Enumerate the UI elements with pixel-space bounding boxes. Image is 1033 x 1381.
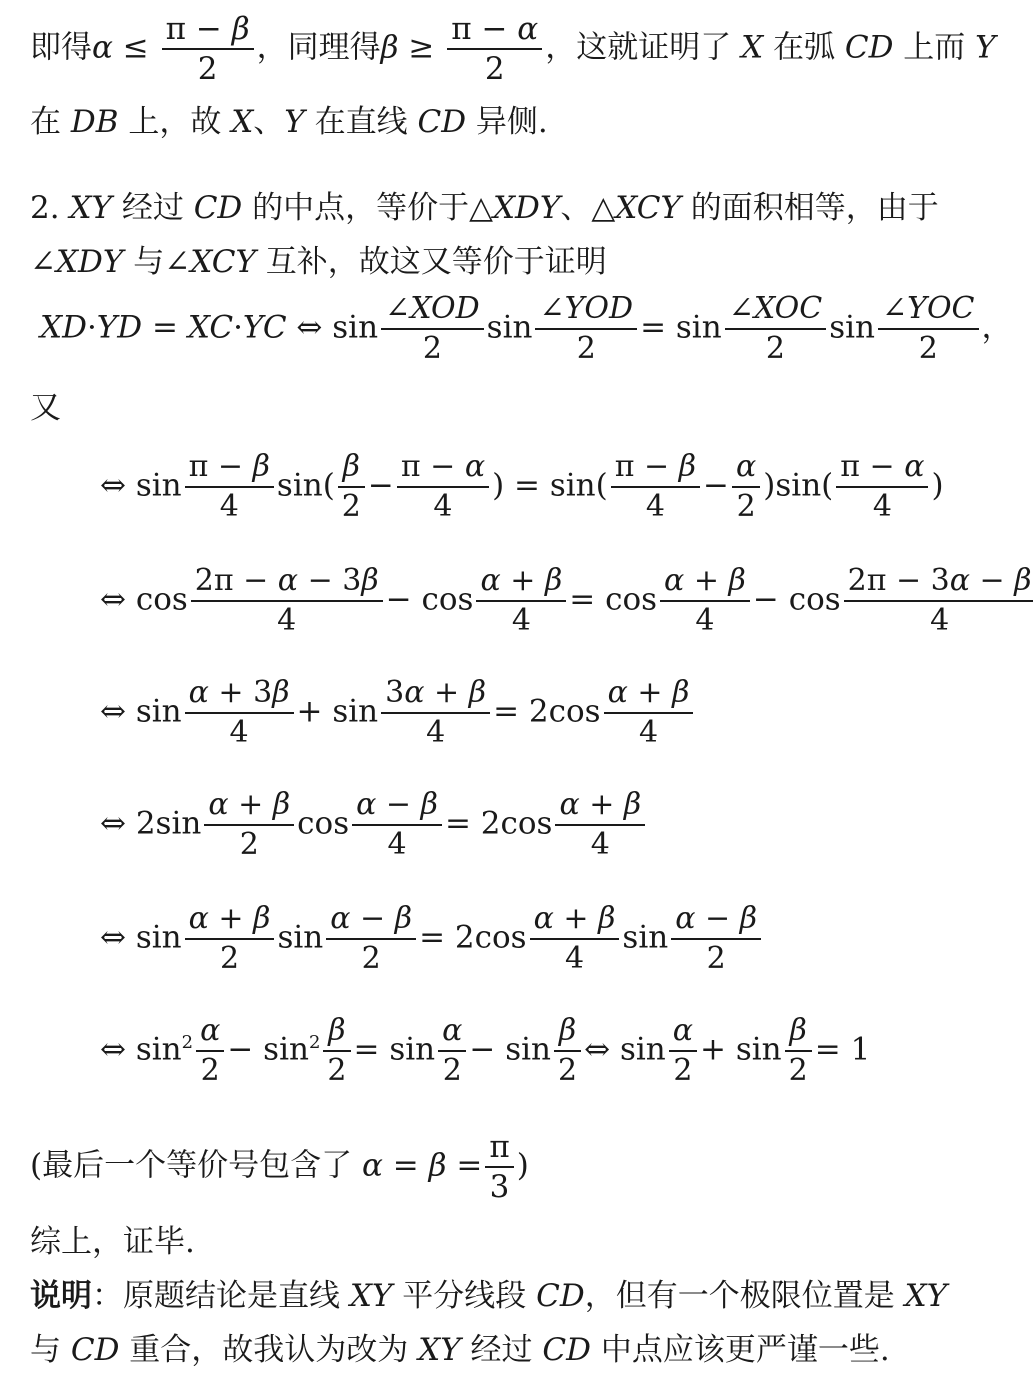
remark-label: 说明 <box>30 1278 92 1314</box>
equation-2: ⇔ cos $\frac{2\pi - \alpha - 3\beta}{4}$ − cos $\frac{\alpha + \beta}{4}$ = cos $\frac{\alpha + \beta}{4}$ − cos $\frac{2\pi - 3\alpha - \beta}{4}$ <box>100 562 1033 640</box>
word-you: 又 <box>30 390 61 426</box>
equation-0: XD·YD = XC·YC ⇔ sin $\frac{\text{∠XOD}}{2}$ sin $\frac{\text{∠YOD}}{2}$ = sin $\frac{\text{∠XOC}}{2}$ sin $\frac{\text{∠YOC}}{2}$ ， <box>40 291 1013 366</box>
paragraph-1-line-1: 即得α ≤ $\frac{\pi - \beta}{2}$ ，同理得β ≥ $\frac{\pi - \alpha}{2}$ ，这就证明了 X 在弧 CD 上而 Y <box>30 11 996 87</box>
remark-line-1: 说明：原题结论是直线 XY 平分线段 CD，但有一个极限位置是 XY <box>30 1278 948 1314</box>
paragraph-2-line-2: ∠XDY 与∠XCY 互补，故这又等价于证明 <box>30 244 607 280</box>
paragraph-2-line-1: 2. XY 经过 CD 的中点，等价于△XDY、△XCY 的面积相等，由于 <box>30 190 939 226</box>
remark-line-2: 与 CD 重合，故我认为改为 XY 经过 CD 中点应该更严谨一些. <box>30 1332 890 1368</box>
conclusion-line: 综上，证毕. <box>30 1224 195 1260</box>
equation-4: ⇔ 2sin $\frac{\alpha + \beta}{2}$ cos $\frac{\alpha - \beta}{4}$ = 2cos $\frac{\alpha + \beta}{4}$ <box>100 786 648 864</box>
equation-3: ⇔ sin $\frac{\alpha + 3\beta}{4}$ + sin $\frac{3\alpha + \beta}{4}$ = 2cos $\frac{\alpha + \beta}{4}$ <box>100 674 696 752</box>
paragraph-1-line-2: 在 DB 上，故 X、Y 在直线 CD 异侧. <box>30 104 548 140</box>
note-line: (最后一个等价号包含了 α = β = $\frac{\pi}{3}$ ) <box>30 1129 529 1205</box>
equation-5: ⇔ sin $\frac{\alpha + \beta}{2}$ sin $\frac{\alpha - \beta}{2}$ = 2cos $\frac{\alpha + \beta}{4}$ sin $\frac{\alpha - \beta}{2}$ <box>100 900 764 978</box>
equation-6: ⇔ $\sin^2$ $\frac{\alpha}{2}$ − $\sin^2$ $\frac{\beta}{2}$ = sin $\frac{\alpha}{2}$ − sin $\frac{\beta}{2}$ ⇔ sin $\frac{\alpha}{2}$ + sin $\frac{\beta}{2}$ = 1 <box>100 1013 871 1088</box>
equation-1: ⇔ sin $\frac{\pi - \beta}{4}$ sin( $\frac{\beta}{2}$ − $\frac{\pi - \alpha}{4}$ ) = sin( $\frac{\pi - \beta}{4}$ − $\frac{\alpha}{2}$ )sin( $\frac{\pi - \alpha}{4}$ ) <box>100 449 944 524</box>
